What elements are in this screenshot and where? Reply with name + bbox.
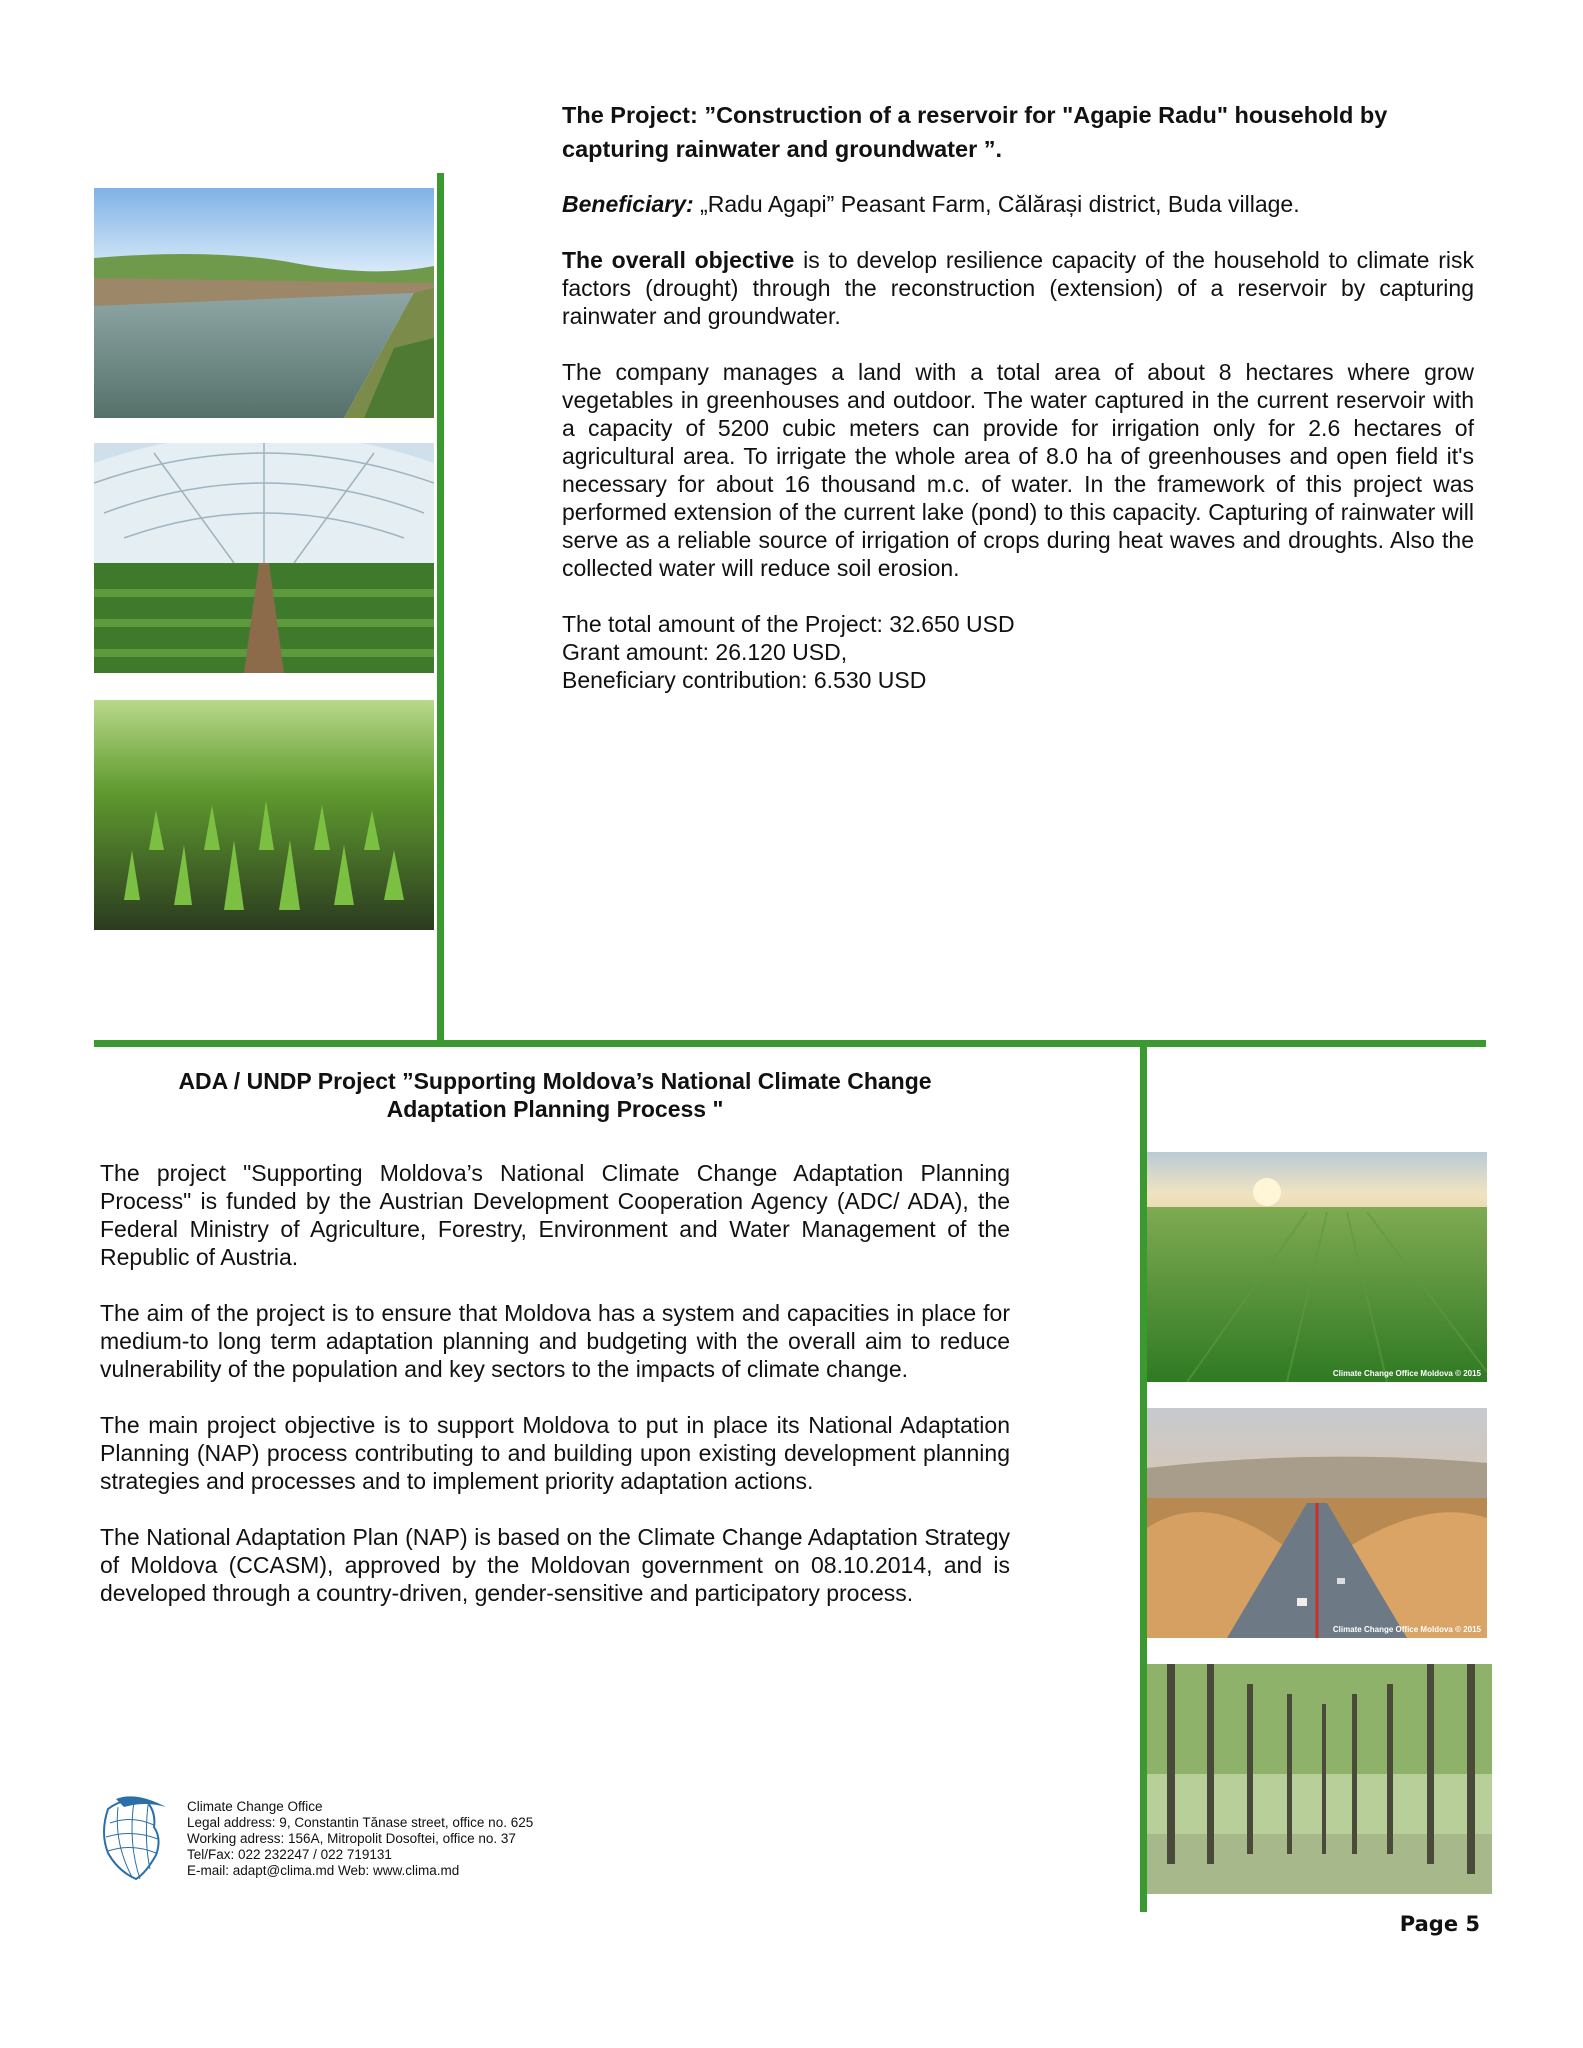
beneficiary-label: Beneficiary: bbox=[562, 191, 694, 217]
photo-road bbox=[1147, 1408, 1487, 1638]
top-project-section bbox=[562, 98, 1474, 694]
top-project-title: The Project: ”Construction of a reservoir for "Agapie Radu" household by capturing rainwater and groundwater ”. bbox=[562, 102, 1388, 162]
beneficiary-line bbox=[562, 190, 1474, 218]
page-number: Page 5 bbox=[1399, 1912, 1480, 1936]
footer-working-address: Working adress: 156A, Mitropolit Dosoftei, office no. 37 bbox=[187, 1831, 516, 1846]
footer-legal-address: Legal address: 9, Constantin Tănase street, office no. 625 bbox=[187, 1815, 534, 1830]
bottom-project-section bbox=[100, 1067, 1010, 1607]
bottom-project-title-line2: Adaptation Planning Process " bbox=[386, 1096, 724, 1122]
bottom-paragraph-objective: The main project objective is to support Moldova to put in place its National Adaptation Planning (NAP) process contributing to and building upon existing development planning strategies and processes and to implement priority adaptation actions. bbox=[100, 1412, 1010, 1494]
bottom-paragraph-funding: The project "Supporting Moldova’s National Climate Change Adaptation Planning Process" is funded by the Austrian Development Cooperation Agency (ADC/ ADA), the Federal Ministry of Agriculture, Forestry, Environment and Water Management of the Republic of Austria. bbox=[100, 1160, 1010, 1270]
photo-credit-road: Climate Change Office Moldova © 2015 bbox=[1332, 1625, 1481, 1634]
objective-paragraph bbox=[562, 246, 1474, 330]
bottom-paragraph-nap: The National Adaptation Plan (NAP) is based on the Climate Change Adaptation Strategy of Moldova (CCASM), approved by the Moldovan government on 08.10.2014, and is developed through a country-driven, gender-sensitive and participatory process. bbox=[100, 1524, 1010, 1606]
objective-label: The overall objective bbox=[562, 247, 795, 273]
photo-greenhouse bbox=[94, 443, 434, 673]
description-paragraph: The company manages a land with a total area of about 8 hectares where grow vegetables in greenhouses and outdoor. The water captured in the current reservoir with a capacity of 5200 cubic meters can provide for irrigation only for 2.6 hectares of agricultural area. To irrigate the whole area of 8.0 ha of greenhouses and open field it's necessary for about 16 thousand m.c. of water. In the framework of this project was performed extension of the current lake (pond) to this capacity. Capturing of rainwater will serve as a reliable source of irrigation of crops during heat waves and droughts. Also the collected water will reduce soil erosion. bbox=[562, 359, 1474, 581]
objective-text: is to develop resilience capacity of the household to climate risk factors (drought) through the reconstruction (extension) of a reservoir by capturing rainwater and groundwater. bbox=[562, 247, 1474, 329]
photo-forest bbox=[1147, 1664, 1492, 1894]
footer-org: Climate Change Office bbox=[187, 1799, 323, 1814]
photo-seedlings bbox=[94, 700, 434, 930]
divider-horizontal bbox=[94, 1040, 1486, 1047]
photo-credit-field: Climate Change Office Moldova © 2015 bbox=[1332, 1369, 1481, 1378]
footer-tel: Tel/Fax: 022 232247 / 022 719131 bbox=[187, 1847, 392, 1862]
photo-green-field bbox=[1147, 1152, 1487, 1382]
amount-total: The total amount of the Project: 32.650 USD bbox=[562, 611, 1015, 637]
divider-vertical-top bbox=[437, 173, 444, 1041]
logo bbox=[96, 1793, 178, 1881]
beneficiary-text: „Radu Agapi” Peasant Farm, Călărași district, Buda village. bbox=[693, 191, 1300, 217]
amount-grant: Grant amount: 26.120 USD, bbox=[562, 639, 848, 665]
bottom-paragraph-aim: The aim of the project is to ensure that Moldova has a system and capacities in place for medium-to long term adaptation planning and budgeting with the overall aim to reduce vulnerability of the population and key sectors to the impacts of climate change. bbox=[100, 1300, 1010, 1382]
divider-vertical-bottom bbox=[1140, 1044, 1147, 1912]
bottom-project-title-line1: ADA / UNDP Project ”Supporting Moldova’s National Climate Change bbox=[178, 1068, 932, 1094]
amount-beneficiary: Beneficiary contribution: 6.530 USD bbox=[562, 667, 927, 693]
photo-reservoir bbox=[94, 188, 434, 418]
footer-email-web: E-mail: adapt@clima.md Web: www.clima.md bbox=[187, 1863, 460, 1878]
footer-address bbox=[187, 1799, 707, 1879]
